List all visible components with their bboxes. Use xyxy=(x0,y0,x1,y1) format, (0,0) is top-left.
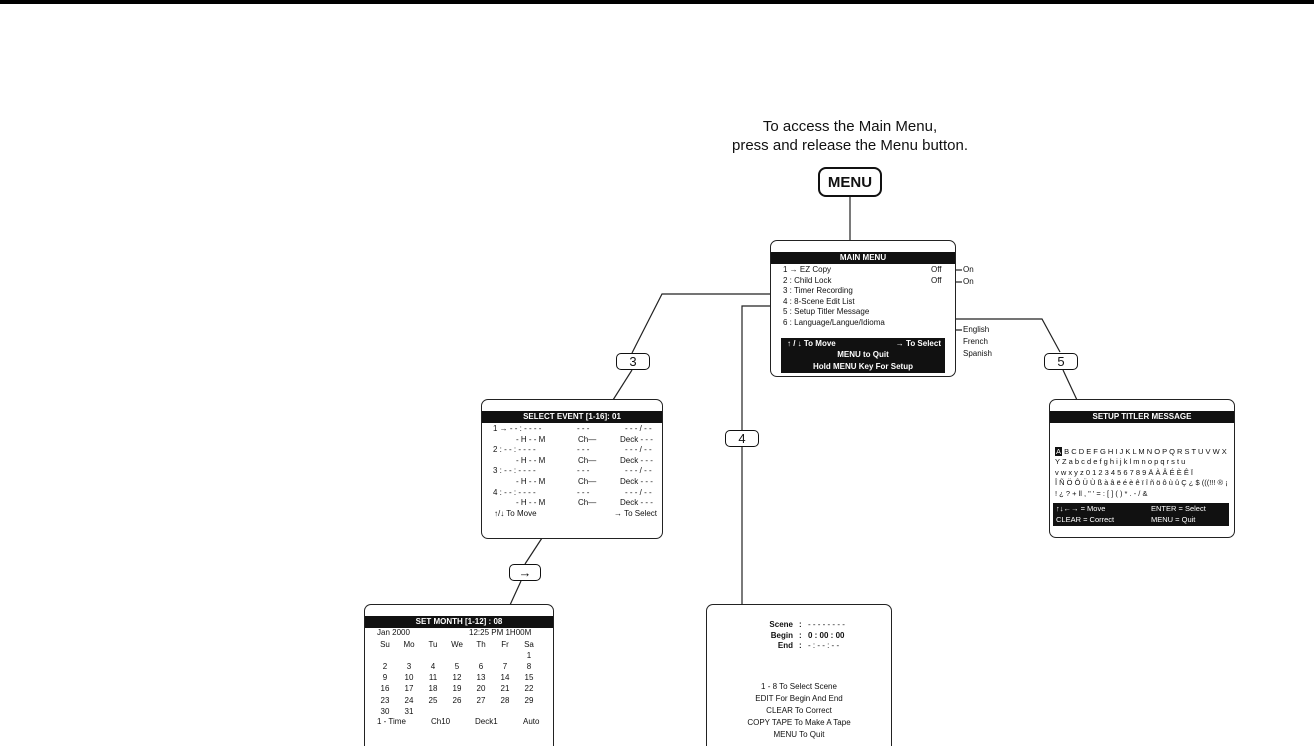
language-english: English xyxy=(963,325,990,334)
step-5-badge: 5 xyxy=(1044,353,1078,370)
calendar-day xyxy=(421,706,445,717)
select-event-title: SELECT EVENT [1-16]: 01 xyxy=(482,411,662,423)
weekday-header: Sa xyxy=(524,639,534,649)
calendar-day[interactable]: 17 xyxy=(404,684,414,694)
child-lock-value: Off xyxy=(931,275,942,285)
calendar-day[interactable]: 3 xyxy=(406,661,412,671)
event-2-line-1[interactable]: 2 : - - : - - - - - - - - - - / - - xyxy=(493,445,652,455)
titler-help: ↑↓←→ = Move ENTER = Select CLEAR = Correct MENU = Quit xyxy=(1053,503,1229,526)
event-1-line-2: - H - - M Ch— Deck - - - xyxy=(516,434,653,444)
select-event-screen xyxy=(481,399,663,539)
main-menu-title: MAIN MENU xyxy=(771,252,955,264)
calendar-day xyxy=(421,650,445,661)
calendar-day[interactable]: 13 xyxy=(476,673,486,683)
footer-time: 1 - Time xyxy=(377,716,406,726)
language-french: French xyxy=(963,337,988,346)
calendar-day[interactable]: 1 xyxy=(526,650,532,660)
calendar-day xyxy=(397,650,421,661)
calendar-day xyxy=(445,650,469,661)
calendar-day xyxy=(373,650,397,661)
event-move-hint: ↑/↓ To Move xyxy=(494,508,537,518)
menu-item-child-lock[interactable]: 2 : Child Lock Off xyxy=(783,275,942,285)
weekday-header: Mo xyxy=(403,639,415,649)
main-select-hint: → To Select xyxy=(895,339,941,348)
calendar-day xyxy=(493,650,517,661)
calendar-day[interactable]: 24 xyxy=(404,695,414,705)
calendar-day[interactable]: 7 xyxy=(502,661,508,671)
footer-deck: Deck1 xyxy=(475,716,498,726)
footer-channel: Ch10 xyxy=(431,716,451,726)
menu-item-language[interactable]: 6 : Language/Langue/Idioma xyxy=(783,317,885,327)
step-4-badge: 4 xyxy=(725,430,759,447)
ez-copy-on-option: On xyxy=(963,265,974,274)
calendar-day[interactable]: 25 xyxy=(428,695,438,705)
main-menu-screen xyxy=(770,240,956,377)
calendar-day[interactable]: 6 xyxy=(478,661,484,671)
calendar-day[interactable]: 30 xyxy=(380,706,390,716)
calendar-day[interactable]: 23 xyxy=(380,695,390,705)
step-3-badge: 3 xyxy=(616,353,650,370)
calendar-day[interactable]: 11 xyxy=(428,673,438,683)
event-3-line-2: - H - - M Ch— Deck - - - xyxy=(516,476,653,486)
calendar-day[interactable]: 18 xyxy=(428,684,438,694)
calendar-day[interactable]: 9 xyxy=(382,673,388,683)
main-setup-hint: Hold MENU Key For Setup xyxy=(812,362,913,371)
calendar-day xyxy=(493,706,517,717)
event-4-line-1[interactable]: 4 : - - : - - - - - - - - - - / - - xyxy=(493,487,652,497)
scene-instructions: 1 - 8 To Select Scene EDIT For Begin And End CLEAR To Correct COPY TAPE To Make A Tape MENU To Quit xyxy=(747,682,851,739)
main-quit-hint: MENU to Quit xyxy=(837,350,889,359)
calendar-day xyxy=(517,706,541,717)
menu-item-timer-recording[interactable]: 3 : Timer Recording xyxy=(783,286,853,296)
menu-item-ez-copy[interactable]: 1 → EZ Copy Off xyxy=(783,265,942,274)
calendar-time: 12:25 PM 1H00M xyxy=(469,628,532,637)
menu-item-scene-edit-list[interactable]: 4 : 8-Scene Edit List xyxy=(783,296,855,306)
calendar-footer xyxy=(365,717,553,728)
calendar-day[interactable]: 12 xyxy=(452,673,462,683)
character-grid[interactable]: A B C D E F G H I J K L M N O P Q R S T U V W X Y Z a b c d e f g h i j k l m n o p q r s t u v w x y z 0 1 2 3 4 5 6 7 8 9 Ä À Â É È Ê Ï Î Ñ Ö Ô Ü Ù ß à â ë é è ê ï î ñ ö ô ù û Ç ¿ $ (((!!! ® ¡ ! ¿ ? + ll , " ' = : [ ] ( ) * . - / & xyxy=(1055,447,1228,498)
scene-edit-screen xyxy=(706,604,892,746)
calendar-day[interactable]: 27 xyxy=(476,695,486,705)
calendar-day[interactable]: 21 xyxy=(500,684,510,694)
calendar-day[interactable]: 10 xyxy=(404,673,414,683)
intro-line-2: press and release the Menu button. xyxy=(732,137,968,154)
calendar-day xyxy=(469,706,493,717)
begin-row: Begin : 0 : 00 : 00 xyxy=(770,630,845,640)
begin-value: 0 : 00 : 00 xyxy=(808,630,845,640)
calendar-day[interactable]: 19 xyxy=(452,684,462,694)
event-1-line-1[interactable]: 1 → - - : - - - - - - - - - - / - - xyxy=(493,424,652,433)
select-event-hints xyxy=(490,509,662,520)
calendar-day xyxy=(469,650,493,661)
event-2-line-2: - H - - M Ch— Deck - - - xyxy=(516,455,653,465)
calendar-month-year: Jan 2000 xyxy=(377,628,410,637)
scene-value: - - - - - - - - xyxy=(808,620,845,629)
calendar-day[interactable]: 22 xyxy=(524,684,534,694)
selected-character[interactable]: A xyxy=(1056,447,1062,456)
calendar-day[interactable]: 8 xyxy=(526,661,532,671)
ez-copy-value: Off xyxy=(931,265,942,274)
calendar-day[interactable]: 29 xyxy=(524,695,534,705)
scene-row: Scene : - - - - - - - - xyxy=(769,620,845,629)
set-month-title: SET MONTH [1-12] : 08 xyxy=(365,616,553,628)
calendar-day[interactable]: 26 xyxy=(452,695,462,705)
weekday-header: Tu xyxy=(428,639,438,649)
main-move-hint: ↑ / ↓ To Move xyxy=(787,339,836,348)
weekday-header: Th xyxy=(476,639,486,649)
calendar-day[interactable]: 16 xyxy=(380,684,390,694)
arrow-step-badge: → xyxy=(509,564,541,581)
weekday-header: Su xyxy=(380,639,390,649)
calendar-day[interactable]: 31 xyxy=(404,706,414,716)
calendar-day xyxy=(445,706,469,717)
menu-item-titler-message[interactable]: 5 : Setup Titler Message xyxy=(783,307,870,317)
footer-mode: Auto xyxy=(523,716,540,726)
calendar-day[interactable]: 28 xyxy=(500,695,510,705)
calendar-grid xyxy=(365,639,553,717)
event-3-line-1[interactable]: 3 : - - : - - - - - - - - - - / - - xyxy=(493,466,652,476)
end-value: - : - - : - - xyxy=(808,641,840,651)
calendar-day[interactable]: 2 xyxy=(382,661,388,671)
titler-screen xyxy=(1049,399,1235,538)
intro-text xyxy=(700,117,1000,155)
intro-line-1: To access the Main Menu, xyxy=(762,118,938,135)
calendar-day[interactable]: 14 xyxy=(500,673,510,683)
main-menu-help xyxy=(781,338,945,373)
menu-button[interactable]: MENU xyxy=(818,167,882,197)
calendar-day[interactable]: 15 xyxy=(524,673,534,683)
event-select-hint: → To Select xyxy=(614,508,657,518)
event-4-line-2: - H - - M Ch— Deck - - - xyxy=(516,498,653,508)
language-spanish: Spanish xyxy=(963,349,992,358)
weekday-header: We xyxy=(451,639,463,649)
titler-title: SETUP TITLER MESSAGE xyxy=(1050,411,1234,423)
calendar-day[interactable]: 20 xyxy=(476,684,486,694)
set-month-screen xyxy=(364,604,554,746)
language-options xyxy=(963,324,992,360)
calendar-day[interactable]: 4 xyxy=(430,661,436,671)
weekday-header: Fr xyxy=(501,639,509,649)
calendar-day[interactable]: 5 xyxy=(454,661,460,671)
child-lock-on-option: On xyxy=(963,277,974,286)
end-row: End : - : - - : - - xyxy=(777,641,840,651)
